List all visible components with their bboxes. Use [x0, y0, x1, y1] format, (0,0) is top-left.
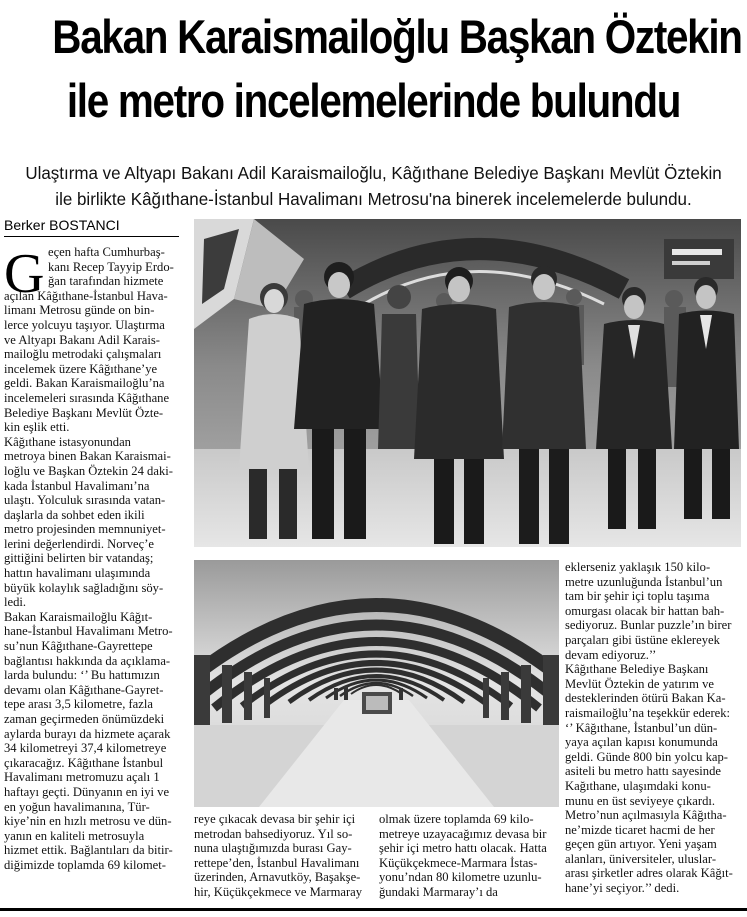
- text-line: Bakan Karaismailoğlu Kâğıt-: [4, 609, 153, 624]
- text-line: ne’mizde ticaret hacmi de her: [565, 822, 715, 837]
- article-column-2: [194, 812, 362, 900]
- text-line: desteklerinden ötürü Bakan Ka-: [565, 691, 726, 706]
- text-line: kin eşlik etti.: [4, 420, 70, 435]
- text-line: tepe arası 3,5 kilometre, fazla: [4, 697, 153, 712]
- text-line: incelemeleri sırasında Kâğıthane: [4, 390, 170, 405]
- headline-line-2: ile metro incelemelerinde bulundu: [66, 74, 681, 127]
- text-line: tam bir şehir içi toplu taşıma: [565, 589, 710, 604]
- text-line: zaman geçirmeden önümüzdeki: [4, 712, 165, 726]
- text-line: asiteli bu metro hattı sayesinde: [565, 764, 721, 779]
- text-line: büyük kolaylık sağladığını söy-: [4, 580, 164, 595]
- text-line: geldi. Günde 800 bin yolcu kap-: [565, 749, 728, 764]
- text-line: bağlantısı hakkında da açıklama-: [4, 653, 171, 668]
- text-line: alanları, üniversiteler, uluslar-: [565, 851, 717, 866]
- text-line: devamı olan Kâğıthane-Gayret-: [4, 682, 164, 697]
- text-line: geldi. Bakan Karaismailoğlu’na: [4, 376, 165, 391]
- text-line: metroya binen Bakan Karaismai-: [4, 449, 171, 464]
- text-line: Mevlüt Öztekin de yatırım ve: [565, 676, 714, 691]
- text-line: aylarda burayı da hizmete açarak: [4, 726, 171, 741]
- text-line: ğundaki Marmaray’ı da: [379, 884, 498, 899]
- text-line: metreye uzayacağımız devasa bir: [379, 826, 547, 841]
- text-line: Küçükçekmece-Marmara İstas-: [379, 855, 538, 870]
- text-line: Metro’nun açılmasıyla Kâğıtha-: [565, 808, 727, 823]
- text-line: üzerinden, Arnavutköy, Başakşe-: [194, 870, 361, 885]
- text-line: geçen gün artıyor. Yeni yaşam: [565, 837, 717, 852]
- text-line: eklerseniz yaklaşık 150 kilo-: [565, 560, 711, 574]
- text-line: loğlu ve Başkan Öztekin 24 daki-: [4, 463, 173, 478]
- photo-metro-platform-image: [194, 560, 559, 807]
- text-line: ulaştı. Yolculuk sırasında vatan-: [4, 493, 166, 508]
- bottom-rule: [0, 908, 747, 911]
- text-line: nuna ulaştığımızda burası Gay-: [194, 841, 352, 856]
- text-line: Belediye Başkanı Mevlüt Özte-: [4, 405, 164, 420]
- text-line: ğan tarafından hizmete: [48, 274, 164, 289]
- text-line: limanı Metrosu günde on bin-: [4, 303, 155, 318]
- text-line: kada İstanbul Havalimanı’na: [4, 478, 150, 493]
- text-line: haftayı geçti. Dünyanın en iyi ve: [4, 784, 170, 799]
- text-line: en yoğun havalimanına, Tür-: [4, 799, 150, 814]
- headline-line-1: Bakan Karaismailoğlu Başkan Öztekin: [52, 10, 742, 63]
- text-line: olmak üzere toplamda 69 kilo-: [379, 812, 534, 826]
- text-line: 34 kilometreyi 37,4 kilometreye: [4, 741, 167, 756]
- text-line: larda bulundu: ‘’ Bu hattımızın: [4, 668, 160, 683]
- article-column-3: [379, 812, 547, 900]
- text-line: Havalimanı metromuzu açalı 1: [4, 770, 160, 785]
- text-line: Kağıthane, ulaşımdaki konu-: [565, 778, 711, 793]
- text-line: yanın en kaliteli metrosuyla: [4, 828, 145, 843]
- text-line: mailoğlu metrodaki çalışmaları: [4, 347, 162, 362]
- text-line: eçen hafta Cumhurbaş-: [48, 245, 165, 259]
- byline: Berker BOSTANCI: [4, 215, 179, 237]
- photo-metro-platform: [194, 560, 559, 807]
- text-line: çıkaracağız. Kâğıthane İstanbul: [4, 755, 164, 770]
- text-line: hir, Küçükçekmece ve Marmaray: [194, 884, 363, 899]
- text-line: su’nun Kâğıthane-Gayrettepe: [4, 639, 153, 654]
- subheadline-line-2: ile birlikte Kâğıthane-İstanbul Havalimanı Metrosu'na binerek incelemelerde bulundu.: [55, 189, 692, 209]
- text-line: raismailoğlu’na teşekkür ederek:: [565, 705, 731, 720]
- photo-officials-walking: [194, 219, 741, 547]
- text-line: hizmet ettik. Bağlantıları da bitir-: [4, 843, 173, 858]
- text-line: sediyoruz. Bunlar puzzle’ın birer: [565, 618, 732, 633]
- text-line: hane’yi seçiyor.’’ dedi.: [565, 881, 680, 896]
- text-line: reye çıkacak devasa bir şehir içi: [194, 812, 356, 826]
- text-line: lerce yolcuyu taşıyor. Ulaştırma: [4, 317, 165, 332]
- photo-officials-walking-image: [194, 219, 741, 547]
- text-line: yonu’ndan 80 kilometre uzunlu-: [379, 870, 542, 885]
- text-line: ve Altyapı Bakanı Adil Karais-: [4, 332, 160, 347]
- text-line: incelemek üzere Kâğıthane’ye: [4, 361, 158, 376]
- text-line: hattın havalimanı ulaşımında: [4, 566, 151, 581]
- text-line: kiye’nin en hızlı metrosu ve dün-: [4, 814, 172, 829]
- text-line: hane-İstanbul Havalimanı Metro-: [4, 624, 173, 639]
- text-line: açılan Kâğıthane-İstanbul Hava-: [4, 288, 168, 303]
- text-line: ‘’ Kâğıthane, İstanbul’un dün-: [565, 720, 718, 735]
- text-line: Kâğıthane istasyonundan: [4, 434, 131, 449]
- text-line: arası şirketler adres olarak Kâğıt-: [565, 866, 733, 881]
- text-line: munu en üst seviyeye çıkardı.: [565, 793, 716, 808]
- text-line: lerini değerlendirdi. Norveç’e: [4, 536, 155, 551]
- text-line: gittiğini belirten bir vatandaş;: [4, 551, 154, 566]
- text-line: rettepe’den, İstanbul Havalimanı: [194, 855, 360, 870]
- text-line: parçaları gibi üstüne eklereyek: [565, 632, 720, 647]
- text-line: diğimizde toplamda 69 kilomet-: [4, 857, 166, 872]
- subheadline-line-1: Ulaştırma ve Altyapı Bakanı Adil Karaismailoğlu, Kâğıthane Belediye Başkanı Mevlüt Öztekin: [25, 163, 722, 183]
- text-line: ledi.: [4, 595, 27, 610]
- text-line: devam ediyoruz.’’: [565, 647, 657, 662]
- text-line: Kâğıthane Belediye Başkanı: [565, 662, 709, 677]
- drop-cap: G: [4, 243, 45, 305]
- text-line: omurgası olacak bir hattan bah-: [565, 603, 725, 618]
- text-line: metre uzunluğunda İstanbul’un: [565, 574, 723, 589]
- text-line: şehir içi metro hattı olacak. Hatta: [379, 841, 547, 856]
- text-line: kanı Recep Tayyip Erdo-: [48, 259, 174, 274]
- text-line: metrodan bahsediyoruz. Yıl so-: [194, 826, 353, 841]
- text-line: metro projesinden memnuniyet-: [4, 522, 166, 537]
- article-column-1: [4, 245, 190, 873]
- article-column-4: [565, 560, 733, 896]
- text-line: daşlarla da sohbet eden ikili: [4, 507, 145, 522]
- text-line: yaya açılan kapısı konumunda: [565, 735, 718, 750]
